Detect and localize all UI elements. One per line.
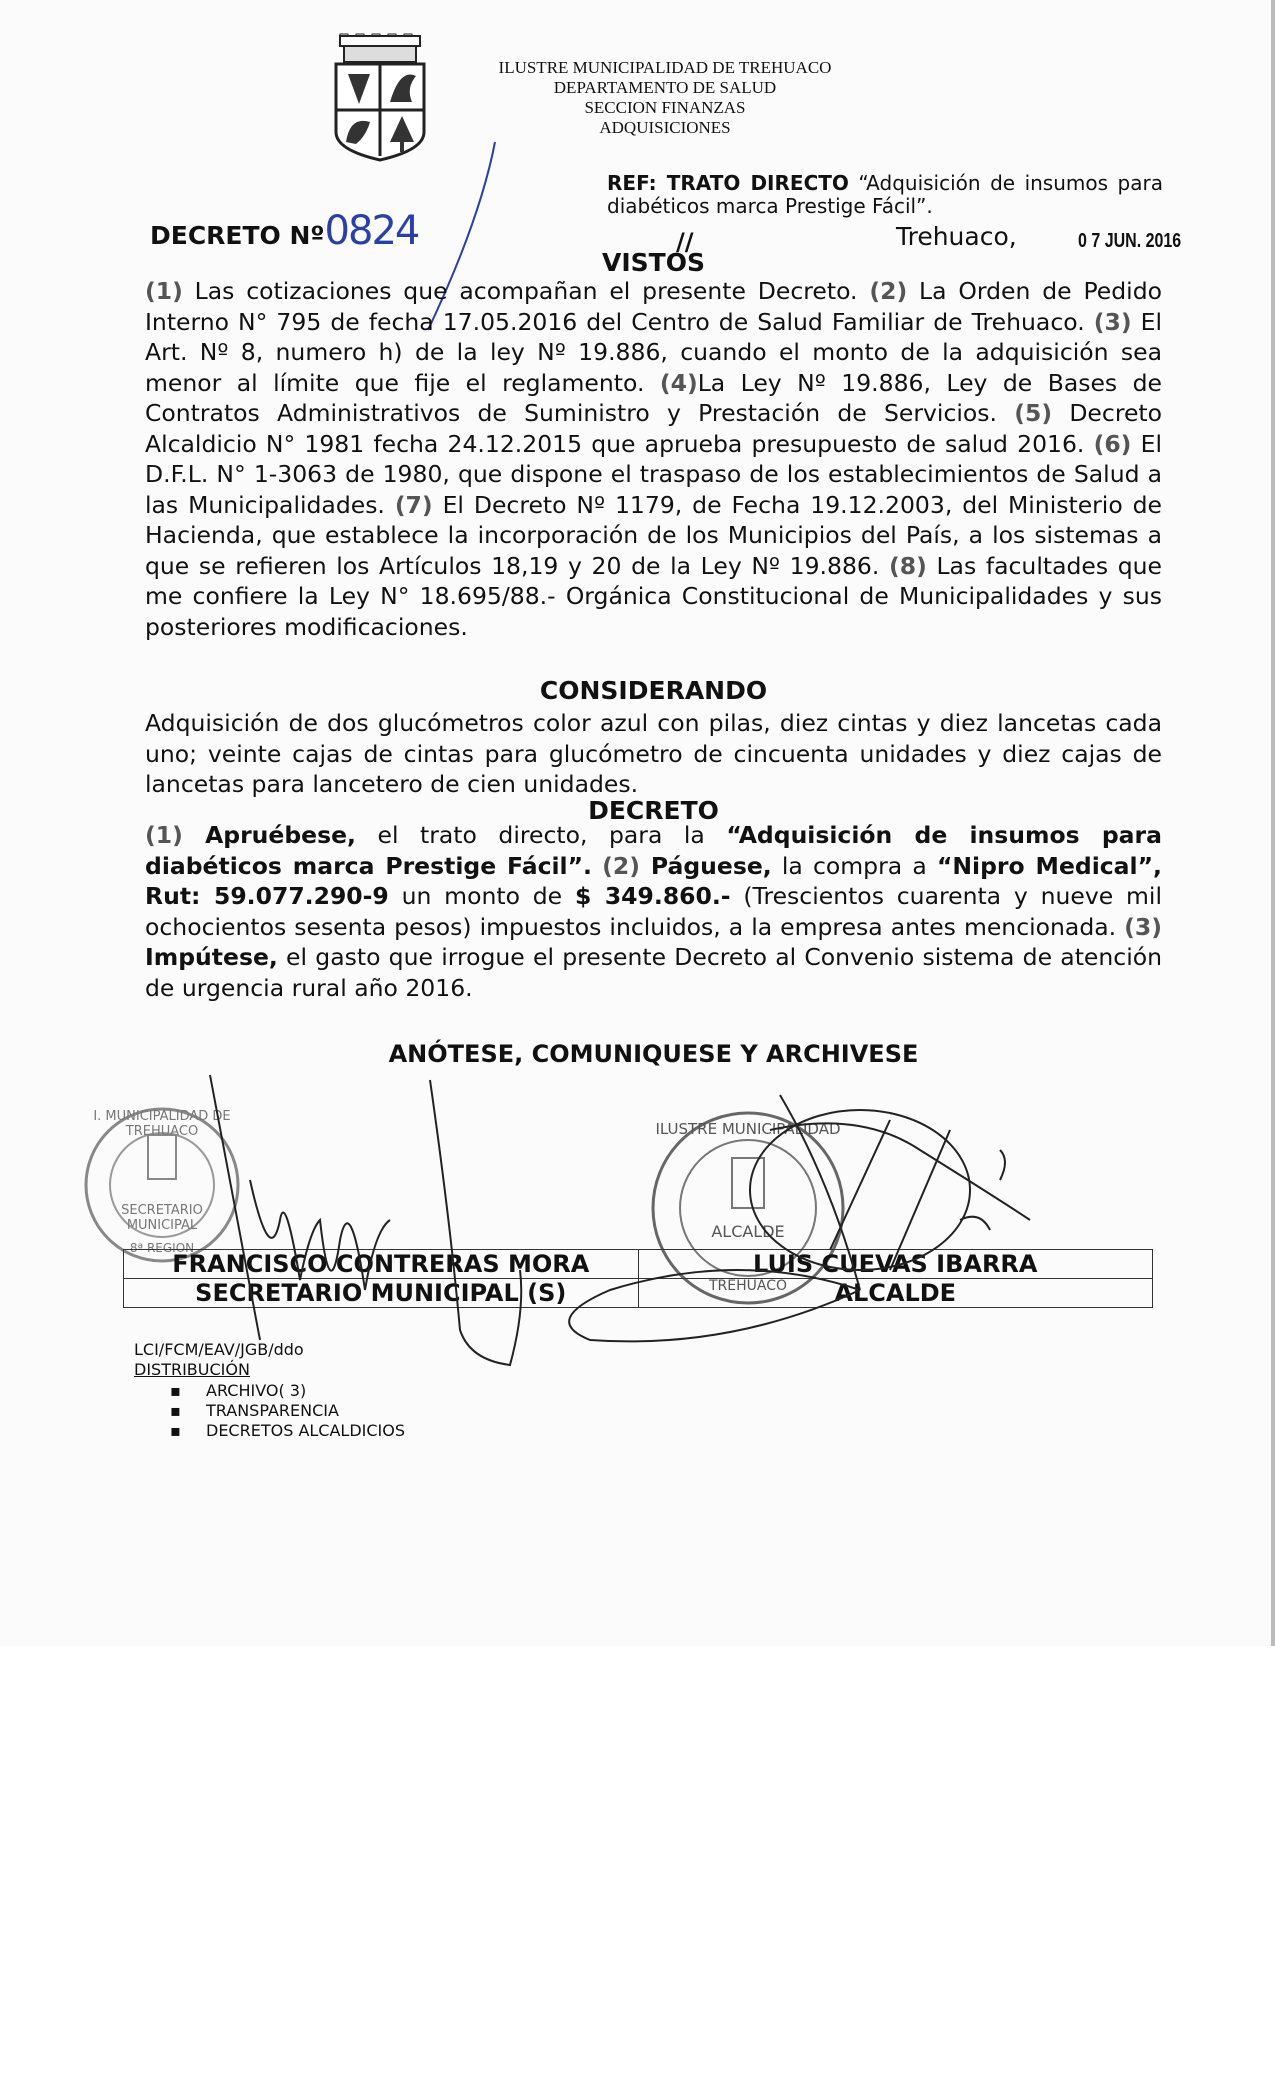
mayor-signature: [530, 1090, 1050, 1350]
item-number: (3): [1093, 307, 1132, 336]
decreto-bold: “Nipro Medical”, Rut: 59.077.290-9: [145, 851, 1162, 910]
mayor-name: LUIS CUEVAS IBARRA: [638, 1250, 1153, 1279]
distribution-item-label: ARCHIVO( 3): [206, 1381, 307, 1400]
mayor-title: ALCALDE: [638, 1279, 1153, 1308]
item-number: (2): [602, 851, 641, 880]
item-number: (3): [1124, 912, 1162, 941]
place: Trehuaco,: [896, 222, 1017, 251]
item-number: (1): [145, 277, 183, 305]
vistos-text: Las facultades que me confiere la Ley N° 18.695/88.- Orgánica Constitucional de Municipalidades y sus posteriores modificaciones.: [145, 551, 1162, 641]
reference-text: “Adquisición de insumos para diabéticos marca Prestige Fácil”.: [607, 171, 1163, 218]
item-number: (7): [394, 490, 433, 519]
vistos-text: La Ley Nº 19.886, Ley de Bases de Contratos Administrativos de Suministro y Prestación de Servicios.: [145, 368, 1162, 427]
decreto-text: la compra a: [771, 851, 937, 880]
secretary-title: SECRETARIO MUNICIPAL (S): [124, 1279, 639, 1308]
stamp-ring-text: ILUSTRE MUNICIPALIDAD: [655, 1120, 841, 1138]
decreto-bold: Impútese,: [145, 943, 278, 971]
initials: LCI/FCM/EAV/JGB/ddo: [134, 1340, 304, 1359]
distribution-item: ▪ TRANSPARENCIA: [170, 1401, 339, 1420]
stamp-center-text: ALCALDE: [711, 1222, 785, 1241]
stamp-bottom-text: 8ª REGION: [129, 1241, 195, 1255]
vistos-paragraph: [145, 276, 1162, 642]
vistos-text: Decreto Alcaldicio N° 1981 fecha 24.12.2015 que aprueba presupuesto de salud 2016.: [145, 399, 1163, 458]
vistos-heading: VISTOS: [602, 248, 705, 277]
distribution-item-label: TRANSPARENCIA: [206, 1401, 339, 1420]
decree-number-label: DECRETO Nº: [150, 221, 325, 250]
decreto-amount: $ 349.860.-: [574, 882, 731, 910]
secretary-signature: [200, 1070, 530, 1370]
secretary-name: FRANCISCO CONTRERAS MORA: [124, 1250, 639, 1279]
vistos-text: Las cotizaciones que acompañan el presente Decreto.: [182, 277, 870, 305]
reference-label: REF: TRATO DIRECTO: [607, 171, 849, 195]
letterhead-municipality: ILUSTRE MUNICIPALIDAD DE TREHUACO: [498, 58, 832, 77]
distribution-item-label: DECRETOS ALCALDICIOS: [206, 1421, 406, 1440]
vistos-text: El Art. Nº 8, numero h) de la ley Nº 19.886, cuando el monto de la adquisición sea menor al límite que fije el reglamento.: [145, 307, 1162, 397]
letterhead-unit: ADQUISICIONES: [599, 118, 731, 137]
item-number: (2): [869, 277, 908, 305]
letterhead-section: SECCION FINANZAS: [584, 98, 746, 117]
item-number: (8): [888, 551, 927, 580]
letterhead: [440, 58, 890, 138]
decreto-heading: DECRETO: [588, 796, 719, 825]
item-number: (6): [1093, 429, 1132, 458]
item-number: (5): [1014, 399, 1053, 427]
decreto-bold: Apruébese,: [182, 821, 356, 849]
decreto-text: el gasto que irrogue el presente Decreto al Convenio sistema de atención de urgencia rural año 2016.: [145, 943, 1162, 1002]
considerando-heading: CONSIDERANDO: [539, 676, 768, 705]
distribution-item: ▪ DECRETOS ALCALDICIOS: [170, 1421, 406, 1440]
date-stamp: 0 7 JUN. 2016: [1078, 230, 1182, 252]
decreto-text: [592, 852, 602, 880]
decreto-text: el trato directo, para la: [355, 821, 727, 849]
stamp-center-text: MUNICIPAL: [126, 1218, 198, 1233]
distribution-heading: DISTRIBUCIÓN: [134, 1360, 250, 1379]
item-number: (1): [145, 821, 183, 849]
decreto-text: un monto de: [388, 882, 575, 910]
distribution-item: ▪ ARCHIVO( 3): [170, 1381, 307, 1400]
separator-slashes: //: [676, 228, 694, 256]
stamp-center-text: SECRETARIO: [121, 1203, 203, 1218]
closing-formula: ANÓTESE, COMUNIQUESE Y ARCHIVESE: [388, 1040, 919, 1068]
decreto-text: (Trescientos cuarenta y nueve mil ochocientos sesenta pesos) impuestos incluidos, a la empresa antes mencionada.: [145, 882, 1162, 941]
decree-number-handwritten: 0824: [324, 208, 419, 254]
decreto-bold: Páguese,: [640, 851, 772, 880]
considerando-paragraph: Adquisición de dos glucómetros color azul con pilas, diez cintas y diez lancetas cada uno; veinte cajas de cintas para glucómetro de cincuenta unidades y diez cajas de lancetas para lancetero de cien unidades.: [145, 709, 1162, 798]
vistos-text: El D.F.L. N° 1-3063 de 1980, que dispone el traspaso de los establecimientos de Salud a las Municipalidades.: [145, 429, 1162, 519]
reference: [607, 172, 1163, 218]
vistos-text: La Orden de Pedido Interno N° 795 de fecha 17.05.2016 del Centro de Salud Familiar de Trehuaco.: [145, 277, 1162, 336]
stamp-bottom-text: TREHUACO: [708, 1278, 788, 1294]
stamp-ring-text: I. MUNICIPALIDAD DE TREHUACO: [93, 1109, 231, 1139]
scan-edge: [1271, 0, 1275, 1646]
item-number: (4): [659, 368, 698, 397]
distribution-list: [170, 1381, 405, 1441]
decreto-paragraph: [145, 820, 1162, 1003]
coat-of-arms-logo: [330, 32, 430, 162]
vistos-text: El Decreto Nº 1179, de Fecha 19.12.2003, del Ministerio de Hacienda, que establece la incorporación de los Municipios del País, a los sistemas a que se refieren los Artículos 18,19 y 20 de la Ley Nº 19.886.: [145, 490, 1162, 580]
decreto-bold: “Adquisición de insumos para diabéticos marca Prestige Fácil”.: [145, 821, 1162, 880]
letterhead-department: DEPARTAMENTO DE SALUD: [553, 78, 777, 97]
